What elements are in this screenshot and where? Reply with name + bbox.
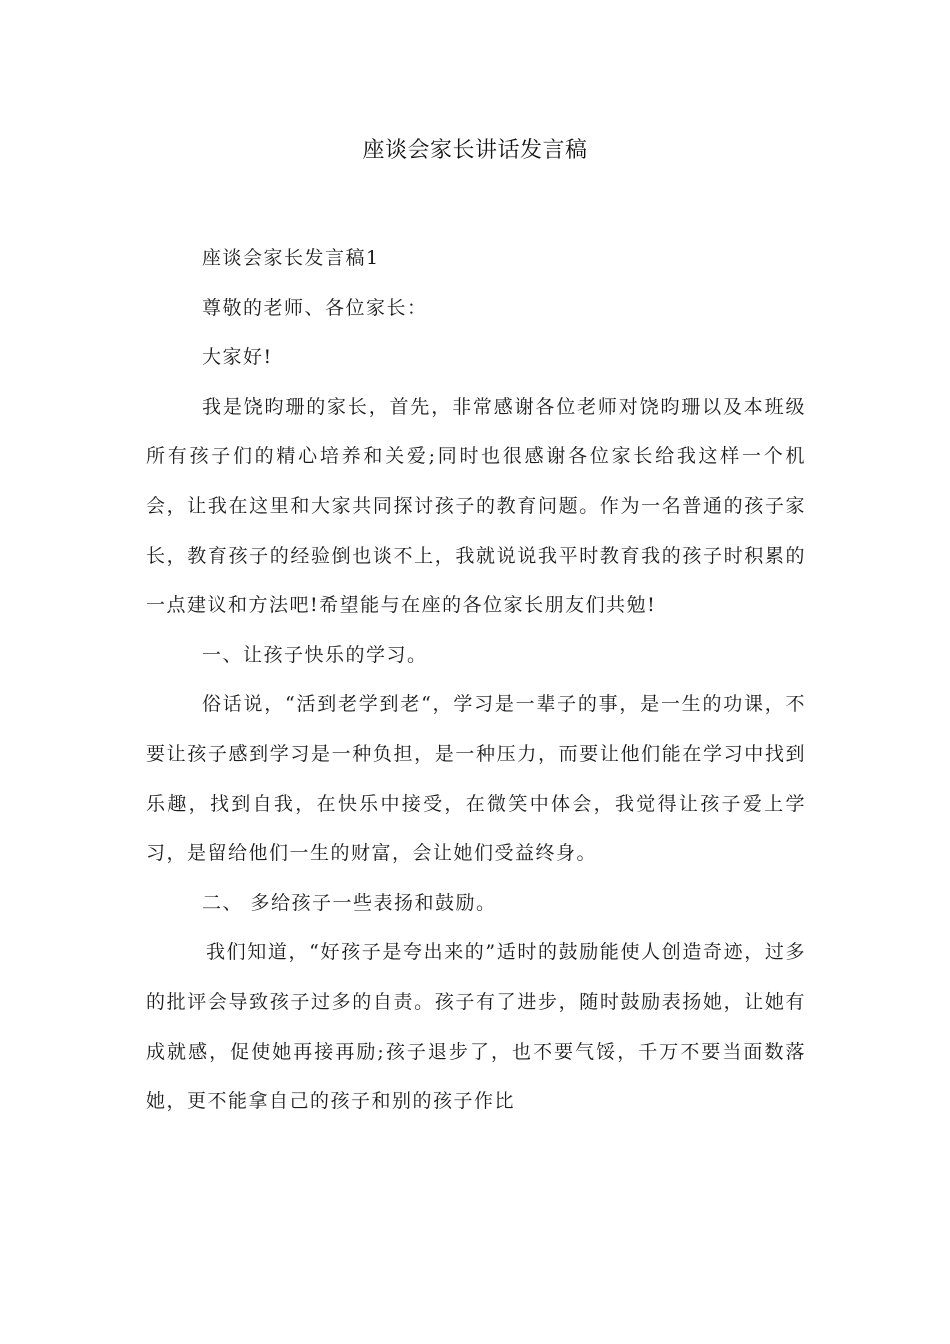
body-paragraph: 我们知道，“好孩子是夸出来的”适时的鼓励能使人创造奇迹，过多的批评会导致孩子过多的自责。孩子有了进步，随时鼓励表扬她，让她有成就感，促使她再接再励;孩子退步了，也不要气馁，千万不要当面数落她，更不能拿自己的孩子和别的孩子作比 xyxy=(146,941,806,1113)
document-body xyxy=(146,234,806,1127)
section-heading: 座谈会家长发言稿1 xyxy=(202,247,380,269)
document-title: 座谈会家长讲话发言稿 xyxy=(362,138,588,163)
greeting: 大家好! xyxy=(202,346,273,369)
body-paragraph: 我是饶昀珊的家长，首先，非常感谢各位老师对饶昀珊以及本班级所有孩子们的精心培养和关爱;同时也很感谢各位家长给我这样一个机会，让我在这里和大家共同探讨孩子的教育问题。作为一名普通的孩子家长，教育孩子的经验倒也谈不上，我就说说我平时教育我的孩子时积累的一点建议和方法吧!希望能与在座的各位家长朋友们共勉! xyxy=(146,395,806,617)
point-heading: 二、 多给孩子一些表扬和鼓励。 xyxy=(202,891,497,914)
body-paragraph: 俗话说，“活到老学到老“，学习是一辈子的事，是一生的功课，不要让孩子感到学习是一种负担，是一种压力，而要让他们能在学习中找到乐趣，找到自我，在快乐中接受，在微笑中体会，我觉得让孩子爱上学习，是留给他们一生的财富，会让她们受益终身。 xyxy=(146,693,806,865)
salutation: 尊敬的老师、各位家长： xyxy=(202,296,428,319)
point-heading: 一、让孩子快乐的学习。 xyxy=(202,643,428,666)
